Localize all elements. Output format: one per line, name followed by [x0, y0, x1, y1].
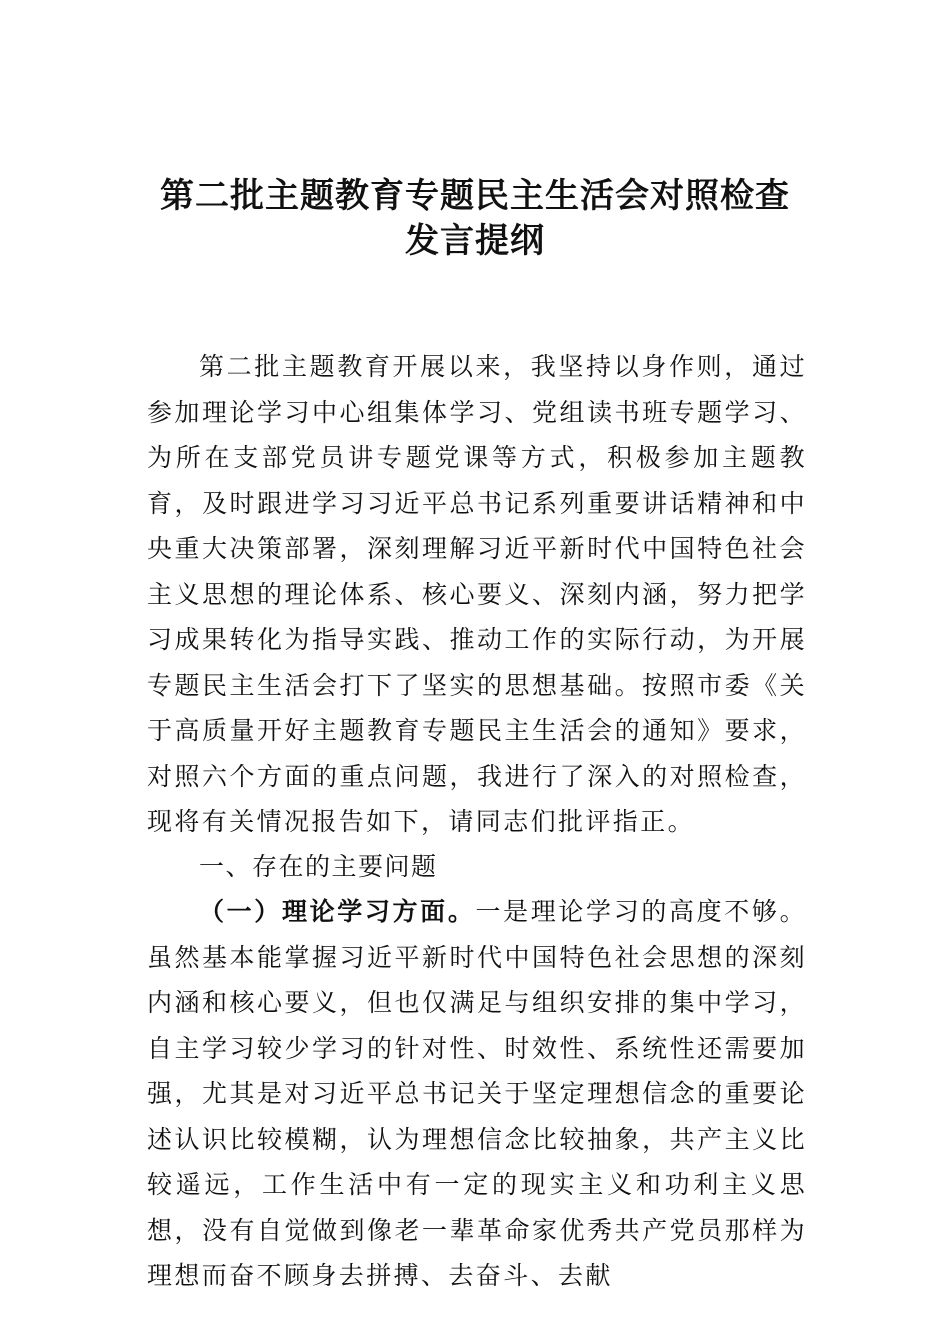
section-heading: 一、存在的主要问题	[199, 852, 438, 881]
paragraph-text: 一是理论学习的高度不够。虽然基本能掌握习近平新时代中国特色社会思想的深刻内涵和核心要义，但也仅满足与组织安排的集中学习，自主学习较少学习的针对性、时效性、系统性还需要加强，尤其是对习近平总书记关于坚定理想信念的重要论述认识比较模糊，认为理想信念比较抽象，共产主义比较遥远，工作生活中有一定的现实主义和功利主义思想，没有自觉做到像老一辈革命家优秀共产党员那样为理想而奋不顾身去拼搏、去奋斗、去献	[147, 897, 807, 1290]
paragraph-subheading: （一）理论学习方面。	[199, 897, 476, 926]
document-title-line-2: 发言提纲	[405, 221, 545, 261]
body-paragraph-1	[147, 889, 807, 1299]
intro-paragraph: 第二批主题教育开展以来，我坚持以身作则，通过参加理论学习中心组集体学习、党组读书班专题学习、为所在支部党员讲专题党课等方式，积极参加主题教育，及时跟进学习习近平总书记系列重要讲话精神和中央重大决策部署，深刻理解习近平新时代中国特色社会主义思想的理论体系、核心要义、深刻内涵，努力把学习成果转化为指导实践、推动工作的实际行动，为开展专题民主生活会打下了坚实的思想基础。按照市委《关于高质量开好主题教育专题民主生活会的通知》要求，对照六个方面的重点问题，我进行了深入的对照检查，现将有关情况报告如下，请同志们批评指正。	[147, 352, 807, 836]
document-title-line-1: 第二批主题教育专题民主生活会对照检查	[160, 176, 790, 216]
